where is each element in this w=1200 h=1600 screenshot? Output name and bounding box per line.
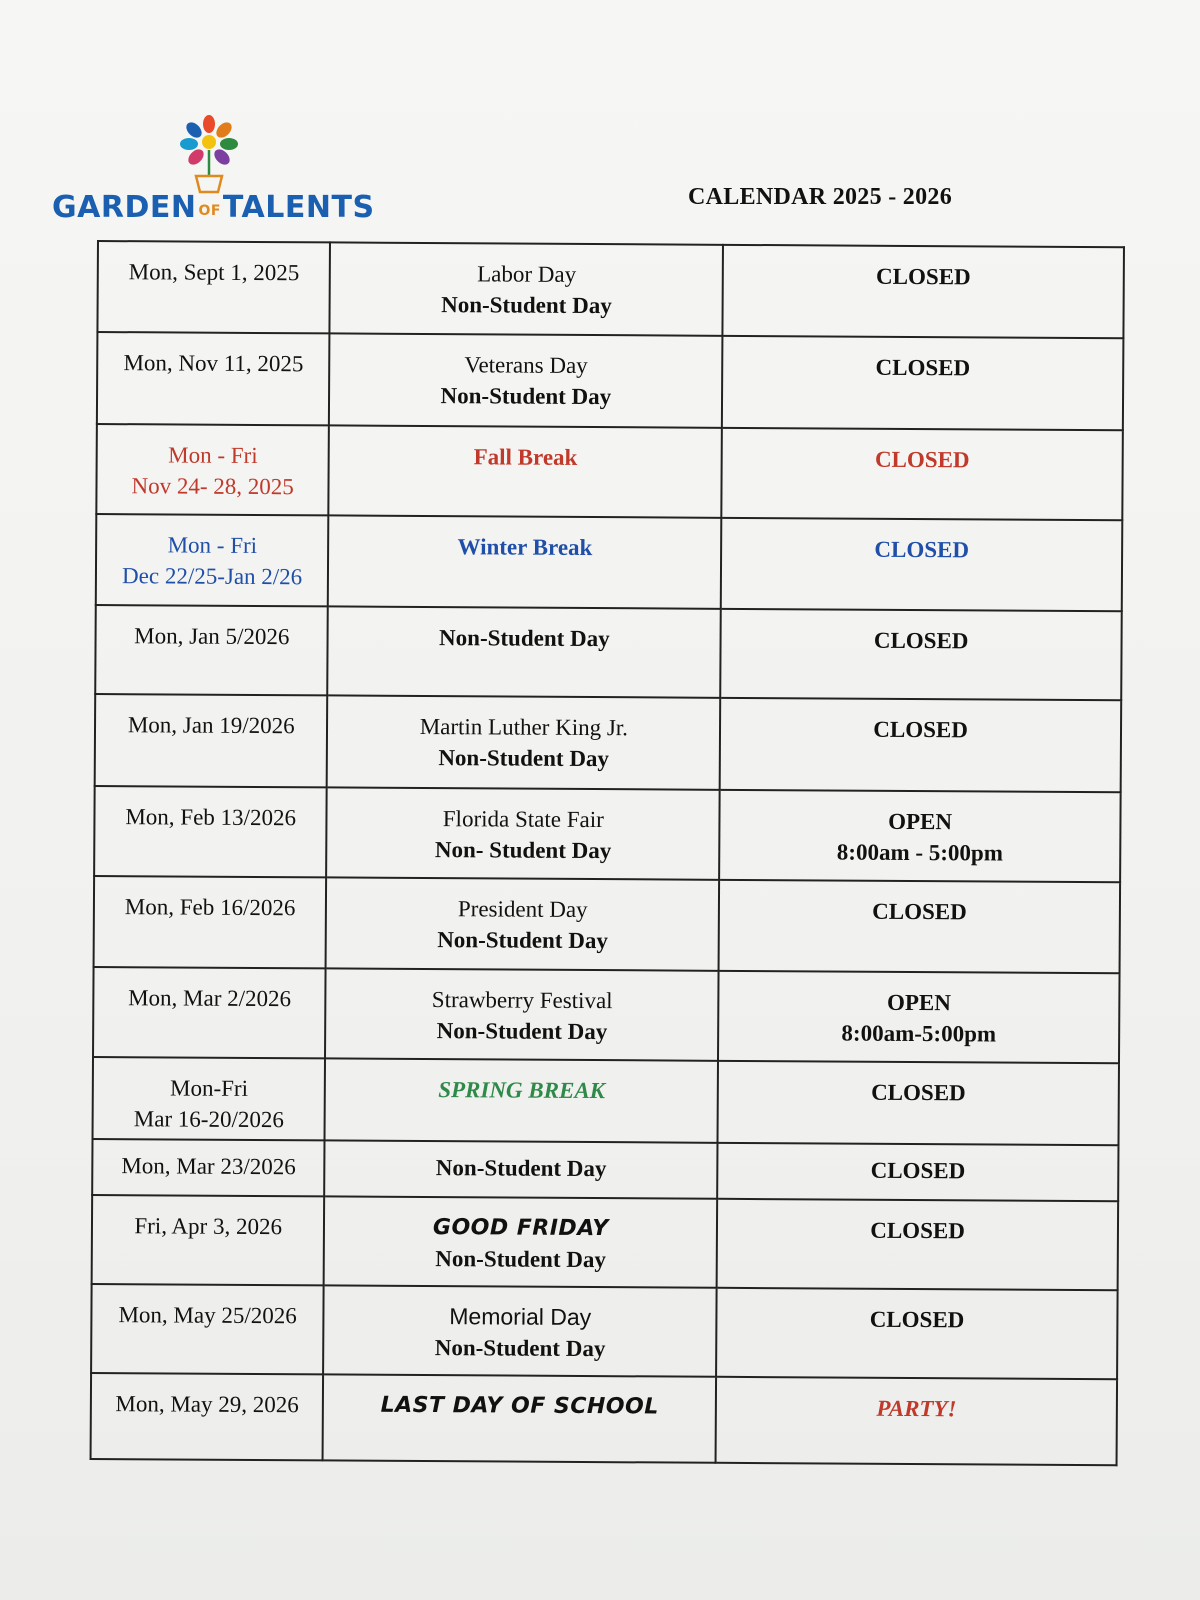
date-text: Mon, May 25/2026 xyxy=(118,1302,297,1329)
status-cell xyxy=(716,1288,1117,1379)
event-type: Non-Student Day xyxy=(438,745,610,772)
status-text: CLOSED xyxy=(872,898,967,925)
table-row xyxy=(97,332,1124,430)
event-cell xyxy=(328,515,721,608)
date-text: Mon, Mar 2/2026 xyxy=(128,985,292,1012)
table-row xyxy=(96,514,1123,611)
date-text: Mon, Nov 11, 2025 xyxy=(123,350,304,377)
status-text: CLOSED xyxy=(874,446,970,473)
date-cell xyxy=(94,786,327,877)
event-name: President Day xyxy=(457,896,588,923)
status-cell xyxy=(719,880,1120,973)
event-cell xyxy=(329,333,722,427)
status-text: CLOSED xyxy=(874,536,970,563)
event-name: Memorial Day xyxy=(449,1303,592,1331)
date-cell xyxy=(96,514,329,606)
status-text: PARTY! xyxy=(876,1395,957,1422)
event-cell xyxy=(325,1140,718,1198)
status-text: CLOSED xyxy=(869,1306,965,1333)
event-type: Non-Student Day xyxy=(435,1246,606,1273)
event-cell xyxy=(324,1196,717,1287)
date-cell xyxy=(96,424,329,515)
status-text: OPEN xyxy=(888,808,953,835)
status-text: CLOSED xyxy=(876,263,971,290)
page-title: CALENDAR 2025 - 2026 xyxy=(688,184,952,210)
table-row xyxy=(94,876,1121,973)
date-text: Mon, Feb 16/2026 xyxy=(124,894,296,921)
date-text: Mon, Sept 1, 2025 xyxy=(128,259,300,286)
event-cell xyxy=(329,425,722,517)
table-row xyxy=(93,967,1120,1063)
event-type: SPRING BREAK xyxy=(438,1077,606,1104)
table-row xyxy=(95,694,1122,792)
table-row xyxy=(92,1139,1118,1201)
date-cell xyxy=(91,1284,324,1374)
status-cell xyxy=(718,1061,1119,1145)
event-name: Veterans Day xyxy=(464,352,588,378)
table-row xyxy=(91,1284,1118,1379)
table-row xyxy=(92,1195,1119,1290)
status-hours: 8:00am-5:00pm xyxy=(841,1020,997,1047)
table-row xyxy=(95,605,1122,700)
event-cell xyxy=(327,695,720,789)
table-row xyxy=(96,424,1123,520)
event-type: Non-Student Day xyxy=(437,927,608,954)
event-type: LAST DAY OF SCHOOL xyxy=(380,1392,659,1420)
status-text: CLOSED xyxy=(870,1217,965,1244)
event-cell xyxy=(325,968,718,1060)
event-cell xyxy=(330,242,723,335)
status-text: OPEN xyxy=(886,989,951,1016)
date-text: Fri, Apr 3, 2026 xyxy=(134,1213,283,1240)
event-type: Non-Student Day xyxy=(441,292,612,319)
flower-hands-icon xyxy=(174,112,244,196)
date-text: Mon, Jan 19/2026 xyxy=(127,712,295,739)
calendar-table xyxy=(90,240,1125,1466)
status-cell xyxy=(720,698,1121,792)
event-type: Fall Break xyxy=(473,444,578,470)
event-cell xyxy=(323,1374,716,1462)
event-type: Non-Student Day xyxy=(434,1335,606,1362)
date-text: Mon, Jan 5/2026 xyxy=(134,623,290,650)
status-cell xyxy=(720,609,1121,700)
date-cell xyxy=(97,332,330,425)
date-text: Mon, Feb 13/2026 xyxy=(125,804,297,831)
date-text: Mon-Fri xyxy=(169,1075,249,1101)
date-text: Mon - Fri xyxy=(168,442,258,468)
logo xyxy=(52,112,392,232)
event-name: Strawberry Festival xyxy=(431,987,613,1014)
event-cell xyxy=(328,606,721,697)
event-type: Winter Break xyxy=(457,534,593,561)
event-type: Non-Student Day xyxy=(435,1155,607,1182)
table-row xyxy=(97,241,1124,338)
status-cell xyxy=(717,1199,1118,1290)
event-name: Florida State Fair xyxy=(442,806,604,833)
status-cell xyxy=(718,971,1119,1063)
event-name: GOOD FRIDAY xyxy=(432,1215,609,1242)
date-range: Mar 16-20/2026 xyxy=(133,1106,284,1133)
status-cell xyxy=(716,1377,1117,1465)
status-text: CLOSED xyxy=(873,627,969,654)
date-text: Mon, May 29, 2026 xyxy=(115,1391,299,1418)
table-row xyxy=(91,1373,1118,1465)
status-text: CLOSED xyxy=(873,716,969,743)
date-cell xyxy=(94,876,327,968)
date-cell xyxy=(92,1195,325,1285)
status-cell xyxy=(723,245,1124,338)
date-range: Dec 22/25-Jan 2/26 xyxy=(122,563,303,590)
status-text: CLOSED xyxy=(875,354,971,381)
status-cell xyxy=(721,518,1122,611)
status-cell xyxy=(722,428,1123,520)
date-cell xyxy=(95,605,328,695)
event-type: Non-Student Day xyxy=(440,383,612,410)
event-type: Non- Student Day xyxy=(434,837,612,864)
date-text: Mon - Fri xyxy=(167,532,258,558)
logo-wordmark: GARDEN OFTALENTS xyxy=(52,190,375,225)
date-cell xyxy=(97,241,330,333)
status-cell xyxy=(719,790,1120,882)
event-cell xyxy=(326,877,719,970)
status-hours: 8:00am - 5:00pm xyxy=(836,839,1004,866)
event-name: Labor Day xyxy=(477,261,577,287)
date-cell xyxy=(92,1139,325,1196)
status-cell xyxy=(722,336,1123,430)
date-cell xyxy=(91,1373,324,1460)
event-cell xyxy=(324,1285,717,1376)
table-row xyxy=(93,1057,1119,1145)
date-cell xyxy=(95,694,328,787)
date-range: Nov 24- 28, 2025 xyxy=(131,473,294,500)
status-text: CLOSED xyxy=(870,1157,966,1184)
date-cell xyxy=(93,1057,326,1140)
table-row xyxy=(94,786,1121,882)
event-name: Martin Luther King Jr. xyxy=(419,713,629,741)
event-type: Non-Student Day xyxy=(436,1018,608,1045)
event-cell xyxy=(327,787,720,879)
date-cell xyxy=(93,967,326,1058)
status-text: CLOSED xyxy=(871,1079,966,1106)
status-cell xyxy=(717,1143,1118,1201)
event-type: Non-Student Day xyxy=(439,625,610,652)
date-text: Mon, Mar 23/2026 xyxy=(121,1153,296,1180)
event-cell xyxy=(325,1058,718,1142)
